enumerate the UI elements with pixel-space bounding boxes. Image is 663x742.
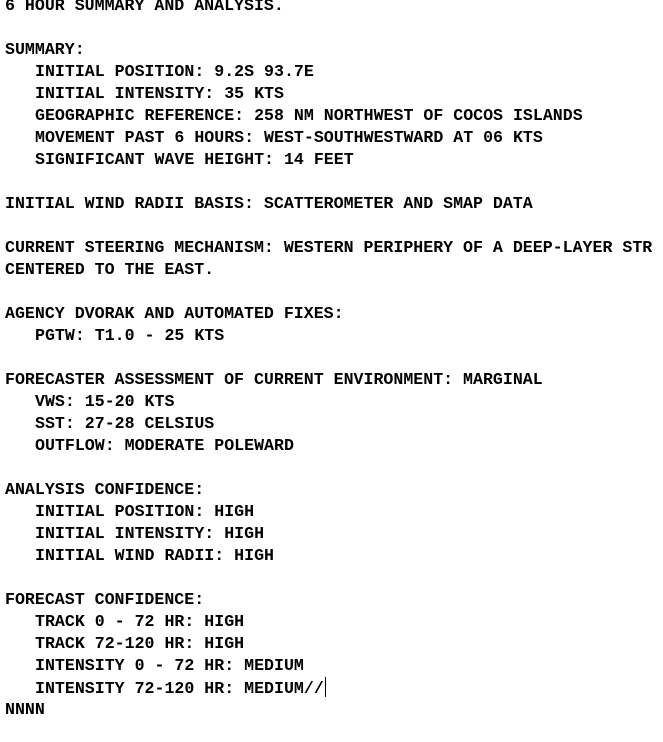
dvorak-heading: AGENCY DVORAK AND AUTOMATED FIXES: [5,304,344,323]
summary-wave-height: SIGNIFICANT WAVE HEIGHT: 14 FEET [35,150,354,169]
summary-initial-position: INITIAL POSITION: 9.2S 93.7E [35,62,314,81]
blank-line [5,215,663,237]
summary-geographic-reference: GEOGRAPHIC REFERENCE: 258 NM NORTHWEST OF COCOS ISLANDS [35,106,583,125]
forecast-intensity-72-120-line [5,677,663,699]
blank-line [5,171,663,193]
forecast-confidence-heading: FORECAST CONFIDENCE: [5,590,205,609]
environment-outflow: OUTFLOW: MODERATE POLEWARD [35,436,294,455]
dvorak-pgtw: PGTW: T1.0 - 25 KTS [35,326,225,345]
analysis-confidence-heading: ANALYSIS CONFIDENCE: [5,480,205,499]
analysis-initial-intensity: INITIAL INTENSITY: HIGH [35,524,265,543]
end-marker: NNNN [5,700,45,719]
analysis-initial-wind-radii: INITIAL WIND RADII: HIGH [35,546,274,565]
environment-heading: FORECASTER ASSESSMENT OF CURRENT ENVIRONMENT: MARGINAL [5,370,543,389]
blank-line [5,347,663,369]
header-line: 6 HOUR SUMMARY AND ANALYSIS. [5,0,284,15]
blank-line [5,457,663,479]
steering-line-2: CENTERED TO THE EAST. [5,260,215,279]
blank-line [5,281,663,303]
analysis-initial-position: INITIAL POSITION: HIGH [35,502,255,521]
blank-line [5,17,663,39]
forecast-intensity-72-120: INTENSITY 72-120 HR: MEDIUM// [35,679,324,698]
forecast-intensity-0-72: INTENSITY 0 - 72 HR: MEDIUM [35,656,304,675]
forecast-track-0-72: TRACK 0 - 72 HR: HIGH [35,612,245,631]
blank-line [5,567,663,589]
steering-line-1: CURRENT STEERING MECHANISM: WESTERN PERIPHERY OF A DEEP-LAYER STR [5,238,653,257]
forecast-track-72-120: TRACK 72-120 HR: HIGH [35,634,245,653]
environment-sst: SST: 27-28 CELSIUS [35,414,215,433]
summary-initial-intensity: INITIAL INTENSITY: 35 KTS [35,84,284,103]
environment-vws: VWS: 15-20 KTS [35,392,175,411]
text-cursor [325,677,326,697]
summary-movement: MOVEMENT PAST 6 HOURS: WEST-SOUTHWESTWARD AT 06 KTS [35,128,543,147]
wind-radii-basis: INITIAL WIND RADII BASIS: SCATTEROMETER AND SMAP DATA [5,194,533,213]
summary-heading: SUMMARY: [5,40,85,59]
